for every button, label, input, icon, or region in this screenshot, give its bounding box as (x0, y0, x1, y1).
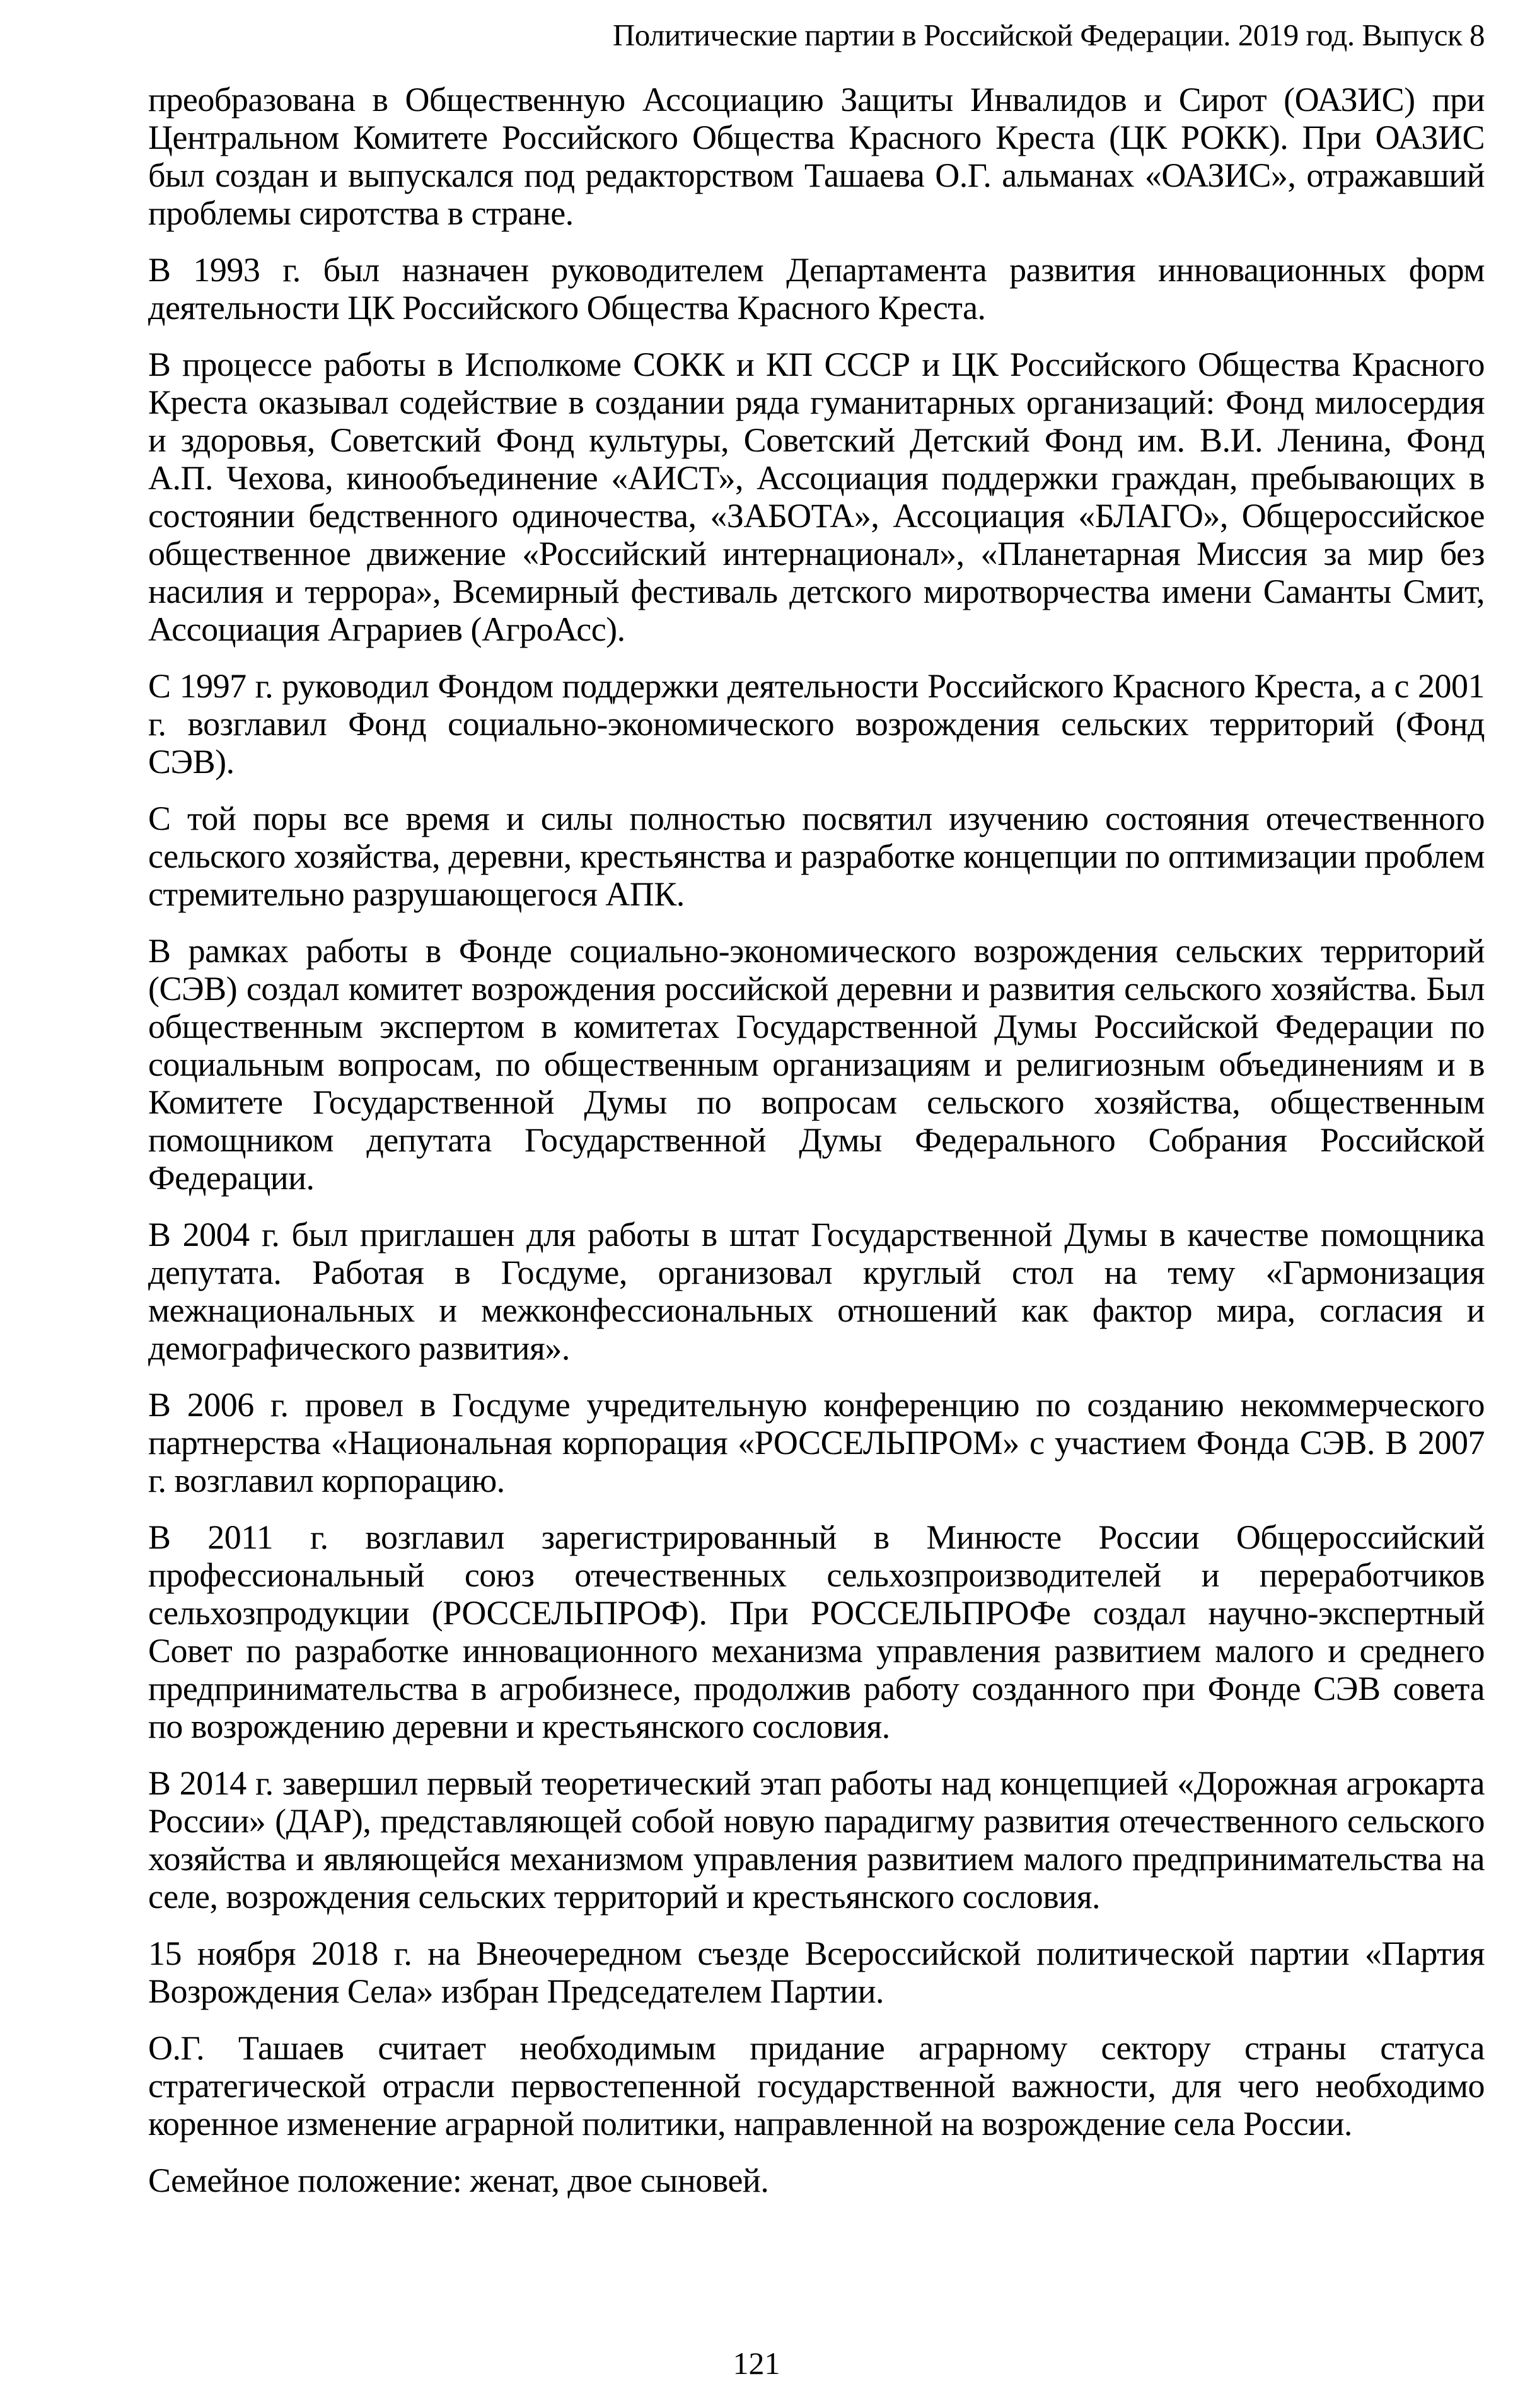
paragraph-2: В 1993 г. был назначен руководителем Департамента развития инновационных форм деятельности ЦК Российского Общества Красного Креста. (148, 251, 1485, 327)
body-text (148, 81, 1485, 2218)
paragraph-12: О.Г. Ташаев считает необходимым придание аграрному сектору страны статуса стратегической отрасли первостепенной государственной важности, для чего необходимо коренное изменение аграрной политики, направленной на возрождение села России. (148, 2029, 1485, 2143)
paragraph-13: Семейное положение: женат, двое сыновей. (148, 2161, 769, 2199)
paragraph-10: В 2014 г. завершил первый теоретический этап работы над концепцией «Дорожная агрокарта России» (ДАР), представляющей собой новую парадигму развития отечественного сельского хозяйства и являющейся механизмом управления развитием малого предпринимательства на селе, возрождения сельских территорий и крестьянского сословия. (148, 1764, 1485, 1916)
paragraph-7: В 2004 г. был приглашен для работы в штат Государственной Думы в качестве помощника депутата. Работая в Госдуме, организовал круглый стол на тему «Гармонизация межнациональных и межконфессиональных отношений как фактор мира, согласия и демографического развития». (148, 1216, 1485, 1367)
running-header: Политические партии в Российской Федерации. 2019 год. Выпуск 8 (612, 18, 1485, 52)
paragraph-11: 15 ноября 2018 г. на Внеочередном съезде Всероссийской политической партии «Партия Возрождения Села» избран Председателем Партии. (148, 1934, 1485, 2010)
paragraph-8: В 2006 г. провел в Госдуме учредительную конференцию по созданию некоммерческого партнерства «Национальная корпорация «РОССЕЛЬПРОМ» с участием Фонда СЭВ. В 2007 г. возглавил корпорацию. (148, 1386, 1485, 1499)
paragraph-3: В процессе работы в Исполкоме СОКК и КП СССР и ЦК Российского Общества Красного Креста оказывал содействие в создании ряда гуманитарных организаций: Фонд милосердия и здоровья, Советский Фонд культуры, Советский Детский Фонд им. В.И. Ленина, Фонд А.П. Чехова, кинообъединение «АИСТ», Ассоциация поддержки граждан, пребывающих в состоянии бедственного одиночества, «ЗАБОТА», Ассоциация «БЛАГО», Общероссийское общественное движение «Российский интернационал», «Планетарная Миссия за мир без насилия и террора», Всемирный фестиваль детского миротворчества имени Саманты Смит, Ассоциация Аграриев (АгроАсс). (148, 346, 1485, 648)
paragraph-1: преобразована в Общественную Ассоциацию Защиты Инвалидов и Сирот (ОАЗИС) при Центральном Комитете Российского Общества Красного Креста (ЦК РОКК). При ОАЗИС был создан и выпускался под редакторством Ташаева О.Г. альманах «ОАЗИС», отражавший проблемы сиротства в стране. (148, 81, 1485, 232)
paragraph-6: В рамках работы в Фонде социально-экономического возрождения сельских территорий (СЭВ) создал комитет возрождения российской деревни и развития сельского хозяйства. Был общественным экспертом в комитетах Государственной Думы Российской Федерации по социальным вопросам, по общественным организациям и религиозным объединениям и в Комитете Государственной Думы по вопросам сельского хозяйства, общественным помощником депутата Государственной Думы Федерального Собрания Российской Федерации. (148, 932, 1485, 1197)
paragraph-5: С той поры все время и силы полностью посвятил изучению состояния отечественного сельского хозяйства, деревни, крестьянства и разработке концепции по оптимизации проблем стремительно разрушающегося АПК. (148, 800, 1485, 913)
page-number: 121 (733, 2346, 780, 2381)
paragraph-4: С 1997 г. руководил Фондом поддержки деятельности Российского Красного Креста, а с 2001 г. возглавил Фонд социально-экономического возрождения сельских территорий (Фонд СЭВ). (148, 667, 1485, 781)
paragraph-9: В 2011 г. возглавил зарегистрированный в Минюсте России Общероссийский профессиональный союз отечественных сельхозпроизводителей и переработчиков сельхозпродукции (РОССЕЛЬПРОФ). При РОССЕЛЬПРОФе создал научно-экспертный Совет по разработке инновационного механизма управления развитием малого и среднего предпринимательства в агробизнесе, продолжив работу созданного при Фонде СЭВ совета по возрождению деревни и крестьянского сословия. (148, 1518, 1485, 1745)
